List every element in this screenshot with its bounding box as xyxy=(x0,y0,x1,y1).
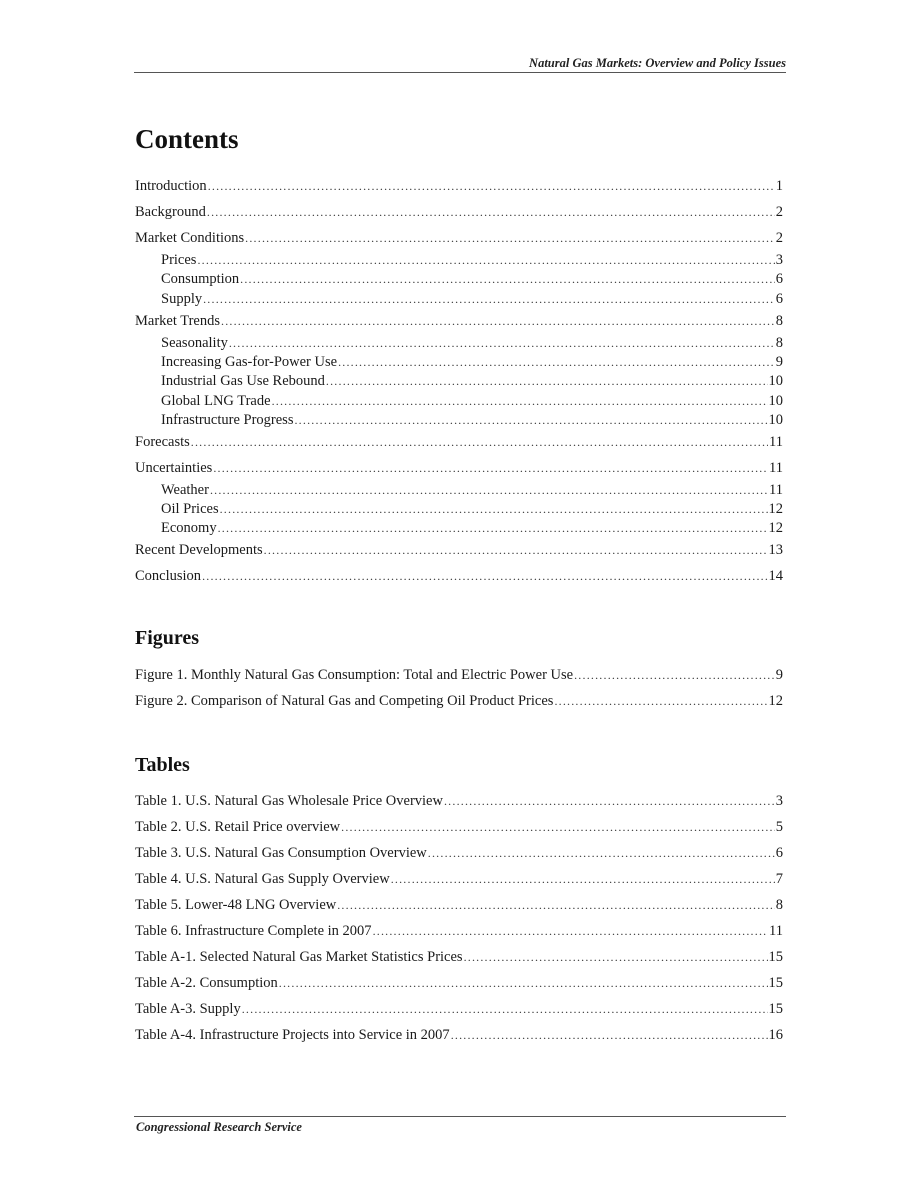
toc-entry[interactable] xyxy=(135,792,783,811)
dot-leader xyxy=(428,844,775,863)
toc-entry-label: Forecasts xyxy=(135,433,190,450)
figures-heading: Figures xyxy=(135,627,200,649)
dot-leader xyxy=(218,519,768,538)
toc-entry-page-number: 2 xyxy=(775,230,783,246)
dot-leader xyxy=(202,567,767,586)
toc-entry-label: Figure 1. Monthly Natural Gas Consumption: Total and Electric Power Use xyxy=(135,667,574,683)
toc-entry[interactable] xyxy=(135,392,783,411)
toc-entry[interactable] xyxy=(135,270,783,289)
toc-entry-label: Figure 2. Comparison of Natural Gas and Competing Oil Product Prices xyxy=(135,693,554,709)
toc-entry-page-number: 12 xyxy=(768,693,783,709)
toc-entry-page-number: 8 xyxy=(775,897,783,913)
toc-entry-page-number: 9 xyxy=(775,667,783,683)
running-header-title: Natural Gas Markets: Overview and Policy Issues xyxy=(529,56,786,70)
toc-entry-label: Table 5. Lower-48 LNG Overview xyxy=(135,897,337,913)
dot-leader xyxy=(326,372,768,391)
toc-entry-label: Oil Prices xyxy=(161,501,219,518)
dot-leader xyxy=(203,290,775,309)
toc-entry[interactable] xyxy=(135,844,783,863)
toc-entry-page-number: 11 xyxy=(769,459,783,476)
contents-heading: Contents xyxy=(135,124,239,154)
toc-entry[interactable] xyxy=(135,666,783,685)
toc-entry-label: Table A-2. Consumption xyxy=(135,975,278,991)
toc-entry-page-number: 9 xyxy=(775,353,783,370)
dot-leader xyxy=(210,481,768,500)
toc-entry-label: Table A-1. Selected Natural Gas Market Statistics Prices xyxy=(135,949,463,965)
dot-leader xyxy=(279,974,768,993)
dot-leader xyxy=(464,948,768,967)
tables-heading: Tables xyxy=(135,754,190,776)
toc-entry[interactable] xyxy=(135,948,783,967)
toc-entry[interactable] xyxy=(135,500,783,519)
toc-entry-page-number: 5 xyxy=(775,819,783,835)
toc-entry[interactable] xyxy=(135,541,783,560)
toc-entry-page-number: 7 xyxy=(775,871,783,887)
toc-entry[interactable] xyxy=(135,411,783,430)
toc-entry[interactable] xyxy=(135,229,783,248)
toc-entry-label: Background xyxy=(135,204,206,220)
toc-entry-page-number: 12 xyxy=(768,501,783,518)
toc-entry-label: Global LNG Trade xyxy=(161,392,271,409)
toc-entry-page-number: 10 xyxy=(768,392,783,409)
toc-entry[interactable] xyxy=(135,1000,783,1019)
toc-entry-label: Market Conditions xyxy=(135,230,245,246)
toc-entry[interactable] xyxy=(135,896,783,915)
dot-leader xyxy=(337,896,775,915)
toc-entry-label: Table 6. Infrastructure Complete in 2007 xyxy=(135,923,372,939)
toc-entry-label: Introduction xyxy=(135,178,207,194)
toc-entry[interactable] xyxy=(135,567,783,586)
dot-leader xyxy=(213,459,768,478)
toc-entry[interactable] xyxy=(135,334,783,353)
toc-entry[interactable] xyxy=(135,692,783,711)
toc-entry-label: Infrastructure Progress xyxy=(161,411,294,428)
toc-entry-page-number: 13 xyxy=(768,542,783,559)
toc-entry[interactable] xyxy=(135,290,783,309)
toc-entry[interactable] xyxy=(135,870,783,889)
toc-entry[interactable] xyxy=(135,459,783,478)
toc-entry-page-number: 6 xyxy=(775,290,783,307)
toc-entry-page-number: 8 xyxy=(775,312,783,329)
dot-leader xyxy=(208,177,775,196)
toc-entry-label: Table 3. U.S. Natural Gas Consumption Overview xyxy=(135,845,427,861)
toc-entry-label: Industrial Gas Use Rebound xyxy=(161,373,325,390)
footer-publisher: Congressional Research Service xyxy=(136,1120,302,1134)
dot-leader xyxy=(373,922,768,941)
toc-entry-label: Prices xyxy=(161,252,197,268)
dot-leader xyxy=(220,500,768,519)
toc-entry-label: Economy xyxy=(161,520,217,537)
toc-entry-page-number: 10 xyxy=(768,373,783,390)
toc-entry-page-number: 11 xyxy=(769,923,783,939)
toc-entry-label: Uncertainties xyxy=(135,459,213,476)
footer-rule xyxy=(134,1116,786,1117)
toc-entry[interactable] xyxy=(135,372,783,391)
toc-entry-page-number: 15 xyxy=(768,949,783,965)
toc-entry-page-number: 15 xyxy=(768,975,783,991)
toc-entry-page-number: 6 xyxy=(775,845,783,861)
toc-entry[interactable] xyxy=(135,922,783,941)
toc-entry-page-number: 3 xyxy=(775,252,783,268)
toc-entry[interactable] xyxy=(135,203,783,222)
toc-entry[interactable] xyxy=(135,818,783,837)
toc-entry[interactable] xyxy=(135,1026,783,1045)
toc-entry-label: Table A-4. Infrastructure Projects into Service in 2007 xyxy=(135,1027,450,1043)
dot-leader xyxy=(242,1000,768,1019)
toc-entry-label: Table 1. U.S. Natural Gas Wholesale Price Overview xyxy=(135,793,443,809)
toc-entry-page-number: 11 xyxy=(769,433,783,450)
dot-leader xyxy=(197,251,774,270)
toc-entry-page-number: 6 xyxy=(775,271,783,288)
toc-entry-label: Table 2. U.S. Retail Price overview xyxy=(135,819,341,835)
toc-entry[interactable] xyxy=(135,433,783,452)
toc-entry-page-number: 15 xyxy=(768,1001,783,1017)
dot-leader xyxy=(341,818,775,837)
toc-entry-page-number: 12 xyxy=(768,520,783,537)
toc-entry-label: Seasonality xyxy=(161,334,228,351)
dot-leader xyxy=(338,353,775,372)
toc-entry[interactable] xyxy=(135,177,783,196)
toc-entry-page-number: 11 xyxy=(769,481,783,498)
toc-entry-label: Consumption xyxy=(161,271,240,288)
dot-leader xyxy=(391,870,775,889)
dot-leader xyxy=(207,203,775,222)
toc-entry[interactable] xyxy=(135,974,783,993)
toc-entry[interactable] xyxy=(135,353,783,372)
toc-entry-label: Conclusion xyxy=(135,568,202,585)
toc-entry-page-number: 2 xyxy=(775,204,783,220)
header-rule xyxy=(134,72,786,73)
toc-entry-label: Recent Developments xyxy=(135,542,263,559)
toc-entry-page-number: 1 xyxy=(775,178,783,194)
dot-leader xyxy=(245,229,775,248)
dot-leader xyxy=(191,433,768,452)
dot-leader xyxy=(574,666,775,685)
toc-entry[interactable] xyxy=(135,481,783,500)
toc-entry[interactable] xyxy=(135,251,783,270)
dot-leader xyxy=(264,541,768,560)
toc-entry-label: Supply xyxy=(161,290,203,307)
toc-entry-page-number: 3 xyxy=(775,793,783,809)
toc-entry-label: Table 4. U.S. Natural Gas Supply Overview xyxy=(135,871,390,887)
dot-leader xyxy=(221,312,775,331)
toc-entry-label: Increasing Gas-for-Power Use xyxy=(161,353,338,370)
toc-entry[interactable] xyxy=(135,519,783,538)
dot-leader xyxy=(444,792,775,811)
toc-entry-label: Table A-3. Supply xyxy=(135,1001,241,1017)
toc-entry-page-number: 10 xyxy=(768,411,783,428)
dot-leader xyxy=(451,1026,768,1045)
dot-leader xyxy=(229,334,775,353)
dot-leader xyxy=(240,270,775,289)
toc-entry[interactable] xyxy=(135,312,783,331)
toc-entry-page-number: 16 xyxy=(768,1027,783,1043)
toc-entry-label: Market Trends xyxy=(135,312,220,329)
dot-leader xyxy=(294,411,767,430)
dot-leader xyxy=(554,692,767,711)
toc-entry-page-number: 14 xyxy=(768,568,783,585)
dot-leader xyxy=(272,392,768,411)
toc-entry-page-number: 8 xyxy=(775,334,783,351)
toc-entry-label: Weather xyxy=(161,481,209,498)
